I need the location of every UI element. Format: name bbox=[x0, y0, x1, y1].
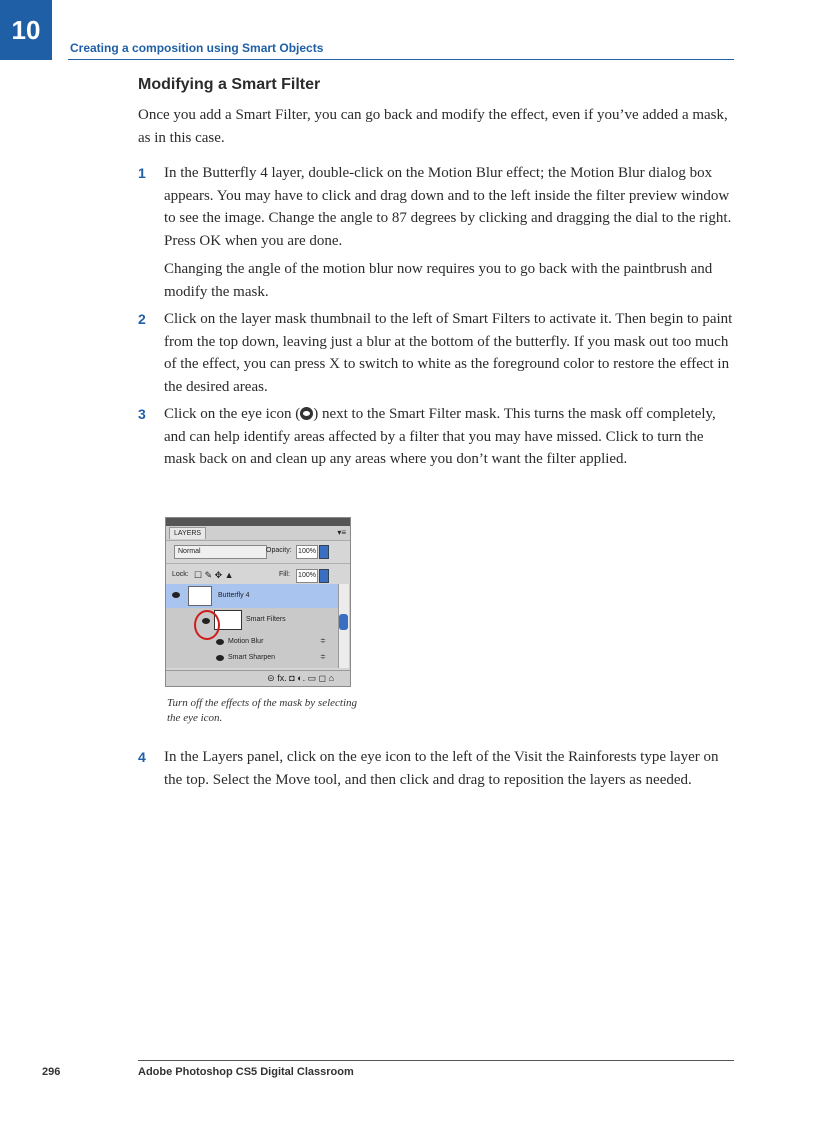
blend-mode-select[interactable]: Normal bbox=[174, 545, 267, 559]
step-number: 4 bbox=[138, 749, 146, 765]
eye-icon[interactable] bbox=[216, 655, 224, 661]
step-text-after: ) next to the Smart Filter mask. This turns the mask off completely, and can help identify areas affected by a filter that you may have missed. Click to turn the mask back on and clean up any areas where you don’t want the filter applied. bbox=[164, 406, 716, 467]
book-title: Adobe Photoshop CS5 Digital Classroom bbox=[138, 1066, 354, 1078]
opacity-label: Opacity: bbox=[266, 547, 292, 554]
eye-icon bbox=[300, 407, 313, 420]
highlight-circle bbox=[194, 610, 220, 640]
layer-thumbnail bbox=[188, 586, 212, 606]
opacity-dropdown-icon[interactable] bbox=[319, 545, 329, 559]
tab-layers[interactable]: LAYERS bbox=[169, 527, 206, 539]
panel-bottom-icons[interactable]: ⊝ fx. ◘ ◐. ▭ ◻ ⌂ bbox=[166, 670, 350, 686]
panel-tab-row bbox=[166, 526, 350, 541]
panel-titlebar bbox=[166, 518, 350, 526]
lock-label: Lock: bbox=[172, 571, 189, 578]
layer-row[interactable] bbox=[166, 650, 338, 666]
chapter-number: 10 bbox=[0, 0, 52, 60]
step-number: 3 bbox=[138, 406, 146, 422]
blend-row bbox=[166, 541, 350, 564]
page-number: 296 bbox=[42, 1066, 61, 1078]
layers-panel-figure bbox=[165, 517, 351, 687]
layer-row[interactable] bbox=[166, 608, 338, 632]
fill-dropdown-icon[interactable] bbox=[319, 569, 329, 583]
step-number: 1 bbox=[138, 165, 146, 181]
layer-row[interactable] bbox=[166, 584, 338, 608]
section-title: Modifying a Smart Filter bbox=[138, 76, 321, 93]
layer-name: Motion Blur bbox=[228, 638, 264, 645]
opacity-field[interactable]: 100% bbox=[296, 545, 318, 559]
layer-row[interactable] bbox=[166, 634, 338, 650]
step-2 bbox=[138, 308, 738, 398]
panel-menu-icon[interactable]: ▾≡ bbox=[337, 528, 346, 537]
scroll-thumb[interactable] bbox=[339, 614, 348, 630]
footer-rule bbox=[138, 1060, 734, 1061]
fill-field[interactable]: 100% bbox=[296, 569, 318, 583]
step-3 bbox=[138, 403, 738, 471]
intro-paragraph: Once you add a Smart Filter, you can go back and modify the effect, even if you’ve added a mask, as in this case. bbox=[138, 107, 728, 146]
layer-name: Smart Sharpen bbox=[228, 654, 276, 661]
step-4 bbox=[138, 746, 738, 791]
step-text: In the Layers panel, click on the eye icon to the left of the Visit the Rainforests type layer on the top. Select the Move tool, and then click and drag to reposition the layers as needed. bbox=[164, 749, 719, 788]
lock-icons[interactable]: ☐ ✎ ✥ ▲ bbox=[194, 570, 234, 580]
eye-icon[interactable] bbox=[216, 639, 224, 645]
filter-options-icon[interactable]: ≑ bbox=[320, 638, 326, 645]
figure-caption: Turn off the effects of the mask by selecting the eye icon. bbox=[167, 697, 358, 724]
layer-name: Smart Filters bbox=[246, 616, 286, 623]
eye-icon[interactable] bbox=[172, 592, 180, 598]
step-note: Changing the angle of the motion blur now requires you to go back with the paintbrush and modify the mask. bbox=[164, 261, 713, 300]
header-rule bbox=[68, 59, 734, 60]
step-text-before: Click on the eye icon ( bbox=[164, 406, 301, 422]
step-text: Click on the layer mask thumbnail to the left of Smart Filters to activate it. Then begin to paint from the top down, leaving just a blur at the bottom of the butterfly. If you mask out too much of the effect, you can press X to switch to white as the foreground color to restore the effect in the desired areas. bbox=[164, 311, 733, 395]
step-text bbox=[164, 403, 738, 471]
scrollbar[interactable] bbox=[338, 584, 349, 668]
fill-label: Fill: bbox=[279, 571, 290, 578]
running-title: Creating a composition using Smart Objects bbox=[70, 41, 324, 55]
step-1 bbox=[138, 162, 738, 303]
layer-name: Butterfly 4 bbox=[218, 592, 250, 599]
step-text: In the Butterfly 4 layer, double-click on the Motion Blur effect; the Motion Blur dialog box appears. You may have to click and drag down and to the left inside the filter preview window to see the image. Change the angle to 87 degrees by clicking and dragging the dial to the right. Press OK when you are done. bbox=[164, 165, 732, 249]
filter-options-icon[interactable]: ≑ bbox=[320, 654, 326, 661]
step-number: 2 bbox=[138, 311, 146, 327]
